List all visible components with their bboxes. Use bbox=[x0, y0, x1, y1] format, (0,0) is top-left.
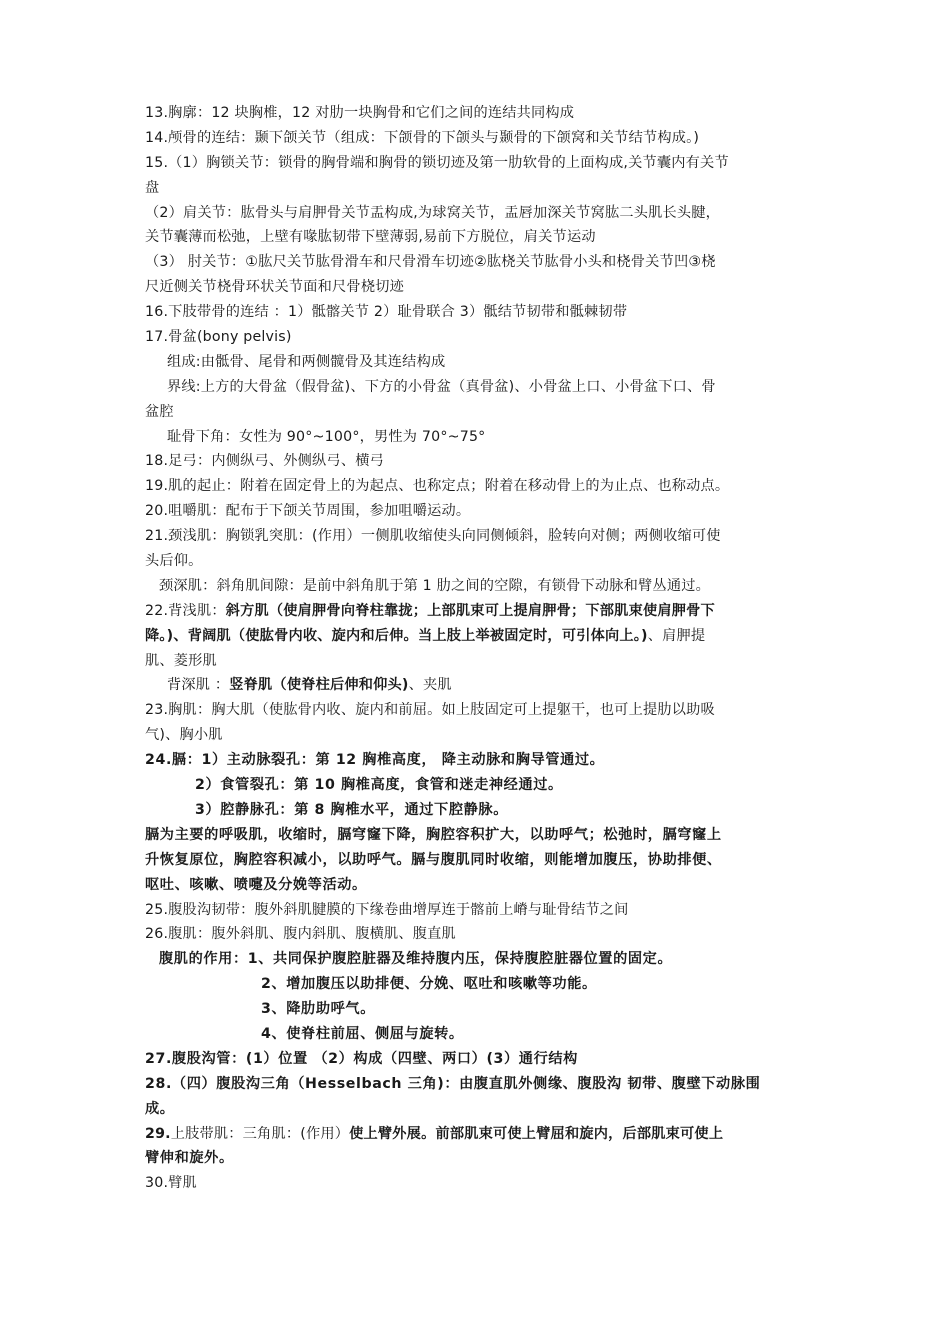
text-line: 2）食管裂孔：第 10 胸椎高度，食管和迷走神经通过。 bbox=[195, 777, 563, 794]
text-line bbox=[145, 624, 815, 649]
text-line: 尺近侧关节桡骨环状关节面和尺骨桡切迹 bbox=[145, 279, 404, 296]
text-line: 23.胸肌：胸大肌（使肱骨内收、旋内和前屈。如上肢固定可上提躯干，也可上提肋以助吸 bbox=[145, 702, 715, 719]
text-line: 头后仰。 bbox=[145, 553, 203, 570]
text-line: 21.颈浅肌：胸锁乳突肌：(作用）一侧肌收缩使头向同侧倾斜，脸转向对侧；两侧收缩可使 bbox=[145, 528, 721, 545]
line-text: 上肢带肌：三角肌：(作用） bbox=[170, 1125, 350, 1142]
line-text: 、肩胛提 bbox=[647, 627, 706, 644]
document-page bbox=[145, 101, 815, 1196]
text-line: 成。 bbox=[145, 1100, 175, 1117]
text-line bbox=[145, 673, 815, 698]
text-line: 28.（四）腹股沟三角（Hesselbach 三角)：由腹直肌外侧缘、腹股沟 韧带、腹壁下动脉围 bbox=[145, 1075, 761, 1092]
text-line: 13.胸廓：12 块胸椎，12 对肋一块胸骨和它们之间的连结共同构成 bbox=[145, 105, 575, 121]
text-line: 耻骨下角：女性为 90°~100°，男性为 70°~75° bbox=[167, 428, 486, 445]
text-line: 臂伸和旋外。 bbox=[145, 1150, 234, 1167]
bold-text: 降。)、背阔肌（使肱骨内收、旋内和后伸。当上肢上举被固定时，可引体向上。) bbox=[145, 627, 648, 644]
text-line: 20.咀嚼肌：配布于下颌关节周围，参加咀嚼运动。 bbox=[145, 503, 471, 520]
text-line: 3、降肋助呼气。 bbox=[261, 1001, 375, 1018]
text-line: 2、增加腹压以助排便、分娩、呕吐和咳嗽等功能。 bbox=[261, 976, 597, 993]
text-line: 27.腹股沟管：(1）位置 （2）构成（四壁、两口）(3）通行结构 bbox=[145, 1050, 578, 1067]
text-line: 升恢复原位，胸腔容积减小，以助呼气。膈与腹肌同时收缩，则能增加腹压，协助排便、 bbox=[145, 851, 722, 868]
text-line: 24.膈：1）主动脉裂孔：第 12 胸椎高度， 降主动脉和胸导管通过。 bbox=[145, 752, 605, 769]
text-line: 颈深肌：斜角肌间隙：是前中斜角肌于第 1 肋之间的空隙，有锁骨下动脉和臂丛通过。 bbox=[159, 577, 710, 594]
text-line: 呕吐、咳嗽、喷嚏及分娩等活动。 bbox=[145, 876, 367, 893]
text-line: 盘 bbox=[145, 179, 160, 196]
bold-text: 斜方肌（使肩胛骨向脊柱靠拢；上部肌束可上提肩胛骨；下部肌束使肩胛骨下 bbox=[225, 602, 715, 619]
text-line: 肌、菱形肌 bbox=[145, 652, 217, 669]
line-text: 、夹肌 bbox=[408, 677, 452, 694]
text-line: （3） 肘关节：①肱尺关节肱骨滑车和尺骨滑车切迹②肱桡关节肱骨小头和桡骨关节凹③桡 bbox=[145, 254, 716, 271]
text-line: 气)、胸小肌 bbox=[145, 727, 223, 744]
bold-text: 使上臂外展。前部肌束可使上臂屈和旋内，后部肌束可使上 bbox=[349, 1125, 724, 1142]
text-line: （2）肩关节：肱骨头与肩胛骨关节盂构成,为球窝关节，盂唇加深关节窝肱二头肌长头腱， bbox=[145, 204, 721, 221]
text-line: 30.臂肌 bbox=[145, 1175, 197, 1192]
text-line: 18.足弓：内侧纵弓、外侧纵弓、横弓 bbox=[145, 453, 384, 470]
text-line: 16.下肢带骨的连结 ：1）骶髂关节 2）耻骨联合 3）骶结节韧带和骶棘韧带 bbox=[145, 304, 628, 321]
text-line: 界线:上方的大骨盆（假骨盆)、下方的小骨盆（真骨盆)、小骨盆上口、小骨盆下口、骨 bbox=[167, 378, 716, 395]
text-line: 组成:由骶骨、尾骨和两侧髋骨及其连结构成 bbox=[167, 353, 446, 370]
text-line: 关节囊薄而松弛，上壁有喙肱韧带下壁薄弱,易前下方脱位，肩关节运动 bbox=[145, 229, 596, 246]
line-label: 22.背浅肌： bbox=[145, 602, 226, 619]
text-line: 膈为主要的呼吸肌，收缩时，膈穹窿下降，胸腔容积扩大，以助呼气；松弛时，膈穹窿上 bbox=[145, 826, 722, 843]
text-line: 4、使脊柱前屈、侧屈与旋转。 bbox=[261, 1025, 464, 1042]
bold-text: 29. bbox=[145, 1125, 171, 1142]
text-line: 15.（1）胸锁关节：锁骨的胸骨端和胸骨的锁切迹及第一肋软骨的上面构成,关节囊内有关节 bbox=[145, 154, 729, 171]
text-line: 腹肌的作用：1、共同保护腹腔脏器及维持腹内压，保持腹腔脏器位置的固定。 bbox=[159, 951, 673, 968]
text-line: 盆腔 bbox=[145, 403, 174, 420]
line-label: 背深肌 ： bbox=[167, 677, 230, 694]
text-line: 19.肌的起止：附着在固定骨上的为起点、也称定点；附着在移动骨上的为止点、也称动点。 bbox=[145, 478, 730, 495]
text-line bbox=[145, 1122, 815, 1147]
text-line: 26.腹肌：腹外斜肌、腹内斜肌、腹横肌、腹直肌 bbox=[145, 926, 456, 943]
text-line: 14.颅骨的连结：颞下颌关节（组成：下颌骨的下颌头与颞骨的下颌窝和关节结节构成。) bbox=[145, 129, 700, 146]
text-line: 3）腔静脉孔：第 8 胸椎水平，通过下腔静脉。 bbox=[195, 801, 508, 818]
bold-text: 竖脊肌（使脊柱后伸和仰头) bbox=[229, 677, 409, 694]
text-line: 25.腹股沟韧带：腹外斜肌腱膜的下缘卷曲增厚连于髂前上嵴与耻骨结节之间 bbox=[145, 901, 629, 918]
text-line bbox=[145, 599, 815, 624]
text-line: 17.骨盆(bony pelvis) bbox=[145, 329, 292, 346]
